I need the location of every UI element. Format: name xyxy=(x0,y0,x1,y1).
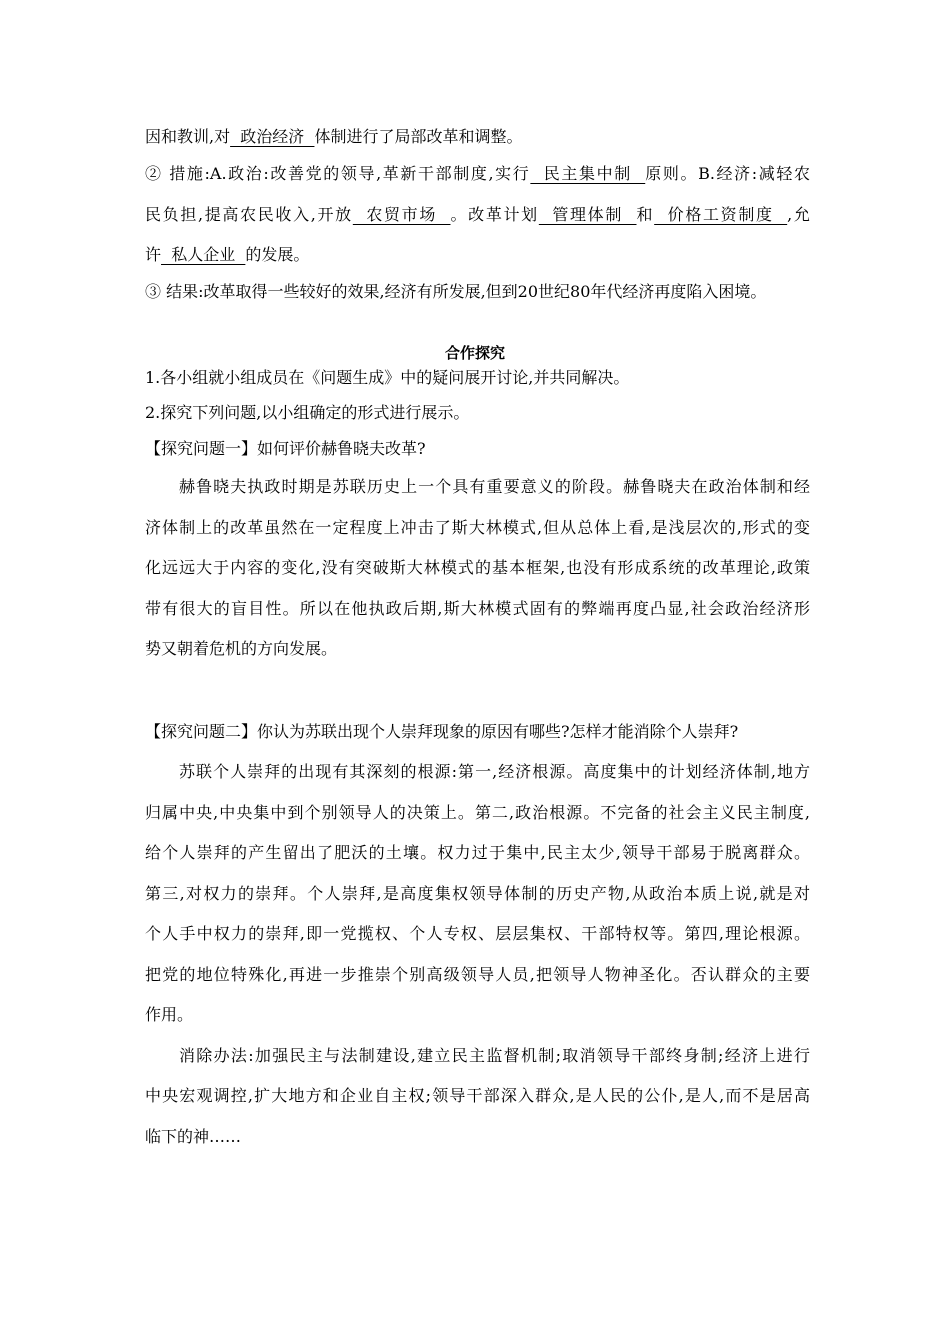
answer-blank-private-enterprise: 私人企业 xyxy=(161,245,246,264)
intro-line-4 xyxy=(145,245,810,265)
q1-answer-line: 势又朝着危机的方向发展。 xyxy=(145,639,338,658)
answer-blank-price-wage-system: 价格工资制度 xyxy=(654,205,788,224)
text: 和 xyxy=(636,205,655,224)
text: 因和教训,对 xyxy=(145,127,231,146)
q2-answer-line: 给个人崇拜的产生留出了肥沃的土壤。权力过于集中,民主太少,领导干部易于脱离群众。 xyxy=(145,843,810,862)
q2-answer-line: 个人手中权力的崇拜,即一党揽权、个人专权、层层集权、干部特权等。第四,理论根源。 xyxy=(145,924,810,943)
text: 。改革计划 xyxy=(450,205,539,224)
intro-line-5: ③ 结果:改革取得一些较好的效果,经济有所发展,但到20世纪80年代经济再度陷入困境。 xyxy=(145,282,767,301)
q1-answer-line: 赫鲁晓夫执政时期是苏联历史上一个具有重要意义的阶段。赫鲁晓夫在政治体制和经 xyxy=(179,477,810,496)
section-item-1: 1.各小组就小组成员在《问题生成》中的疑问展开讨论,并共同解决。 xyxy=(145,368,630,387)
q1-answer-line: 带有很大的盲目性。所以在他执政后期,斯大林模式固有的弊端再度凸显,社会政治经济形 xyxy=(145,599,810,618)
q2-answer-line: 作用。 xyxy=(145,1005,194,1024)
q2-answer-line: 把党的地位特殊化,再进一步推崇个别高级领导人员,把领导人物神圣化。否认群众的主要 xyxy=(145,965,810,984)
q2-solution-line: 消除办法:加强民主与法制建设,建立民主监督机制;取消领导干部终身制;经济上进行 xyxy=(179,1046,810,1065)
text: 许 xyxy=(145,245,162,264)
section-title: 合作探究 xyxy=(444,344,505,362)
text: 民负担,提高农民收入,开放 xyxy=(145,205,353,224)
q1-answer-line: 化远远大于内容的变化,没有突破斯大林模式的基本框架,也没有形成系统的改革理论,政策 xyxy=(145,558,810,577)
intro-line-3 xyxy=(145,205,810,225)
intro-line-2 xyxy=(145,164,810,184)
section-item-2: 2.探究下列问题,以小组确定的形式进行展示。 xyxy=(145,403,470,422)
answer-blank-farmers-market: 农贸市场 xyxy=(352,205,451,224)
q2-solution-line: 中央宏观调控,扩大地方和企业自主权;领导干部深入群众,是人民的公仆,是人,而不是居高 xyxy=(145,1086,810,1105)
q2-answer-line: 第三,对权力的崇拜。个人崇拜,是高度集权领导体制的历史产物,从政治本质上说,就是对 xyxy=(145,884,810,903)
q2-answer-line: 归属中央,中央集中到个别领导人的决策上。第二,政治根源。不完备的社会主义民主制度, xyxy=(145,803,810,822)
intro-line-1 xyxy=(145,127,810,147)
q1-answer-line: 济体制上的改革虽然在一定程度上冲击了斯大林模式,但从总体上看,是浅层次的,形式的变 xyxy=(145,518,810,537)
text: ,允 xyxy=(787,205,810,224)
answer-blank-management-system: 管理体制 xyxy=(538,205,637,224)
text: 原则。B.经济:减轻农 xyxy=(645,164,810,183)
q2-answer-line: 苏联个人崇拜的出现有其深刻的根源:第一,经济根源。高度集中的计划经济体制,地方 xyxy=(179,762,810,781)
text: 体制进行了局部改革和调整。 xyxy=(314,127,523,146)
answer-blank-democratic-centralism: 民主集中制 xyxy=(530,164,646,183)
text: 的发展。 xyxy=(245,245,310,264)
question-1: 【探究问题一】如何评价赫鲁晓夫改革? xyxy=(145,439,426,458)
q2-solution-line: 临下的神…… xyxy=(145,1127,242,1146)
question-2: 【探究问题二】你认为苏联出现个人崇拜现象的原因有哪些?怎样才能消除个人崇拜? xyxy=(145,722,739,741)
answer-blank-political-economic: 政治经济 xyxy=(230,127,315,146)
text: ② 措施:A.政治:改善党的领导,革新干部制度,实行 xyxy=(145,164,531,183)
